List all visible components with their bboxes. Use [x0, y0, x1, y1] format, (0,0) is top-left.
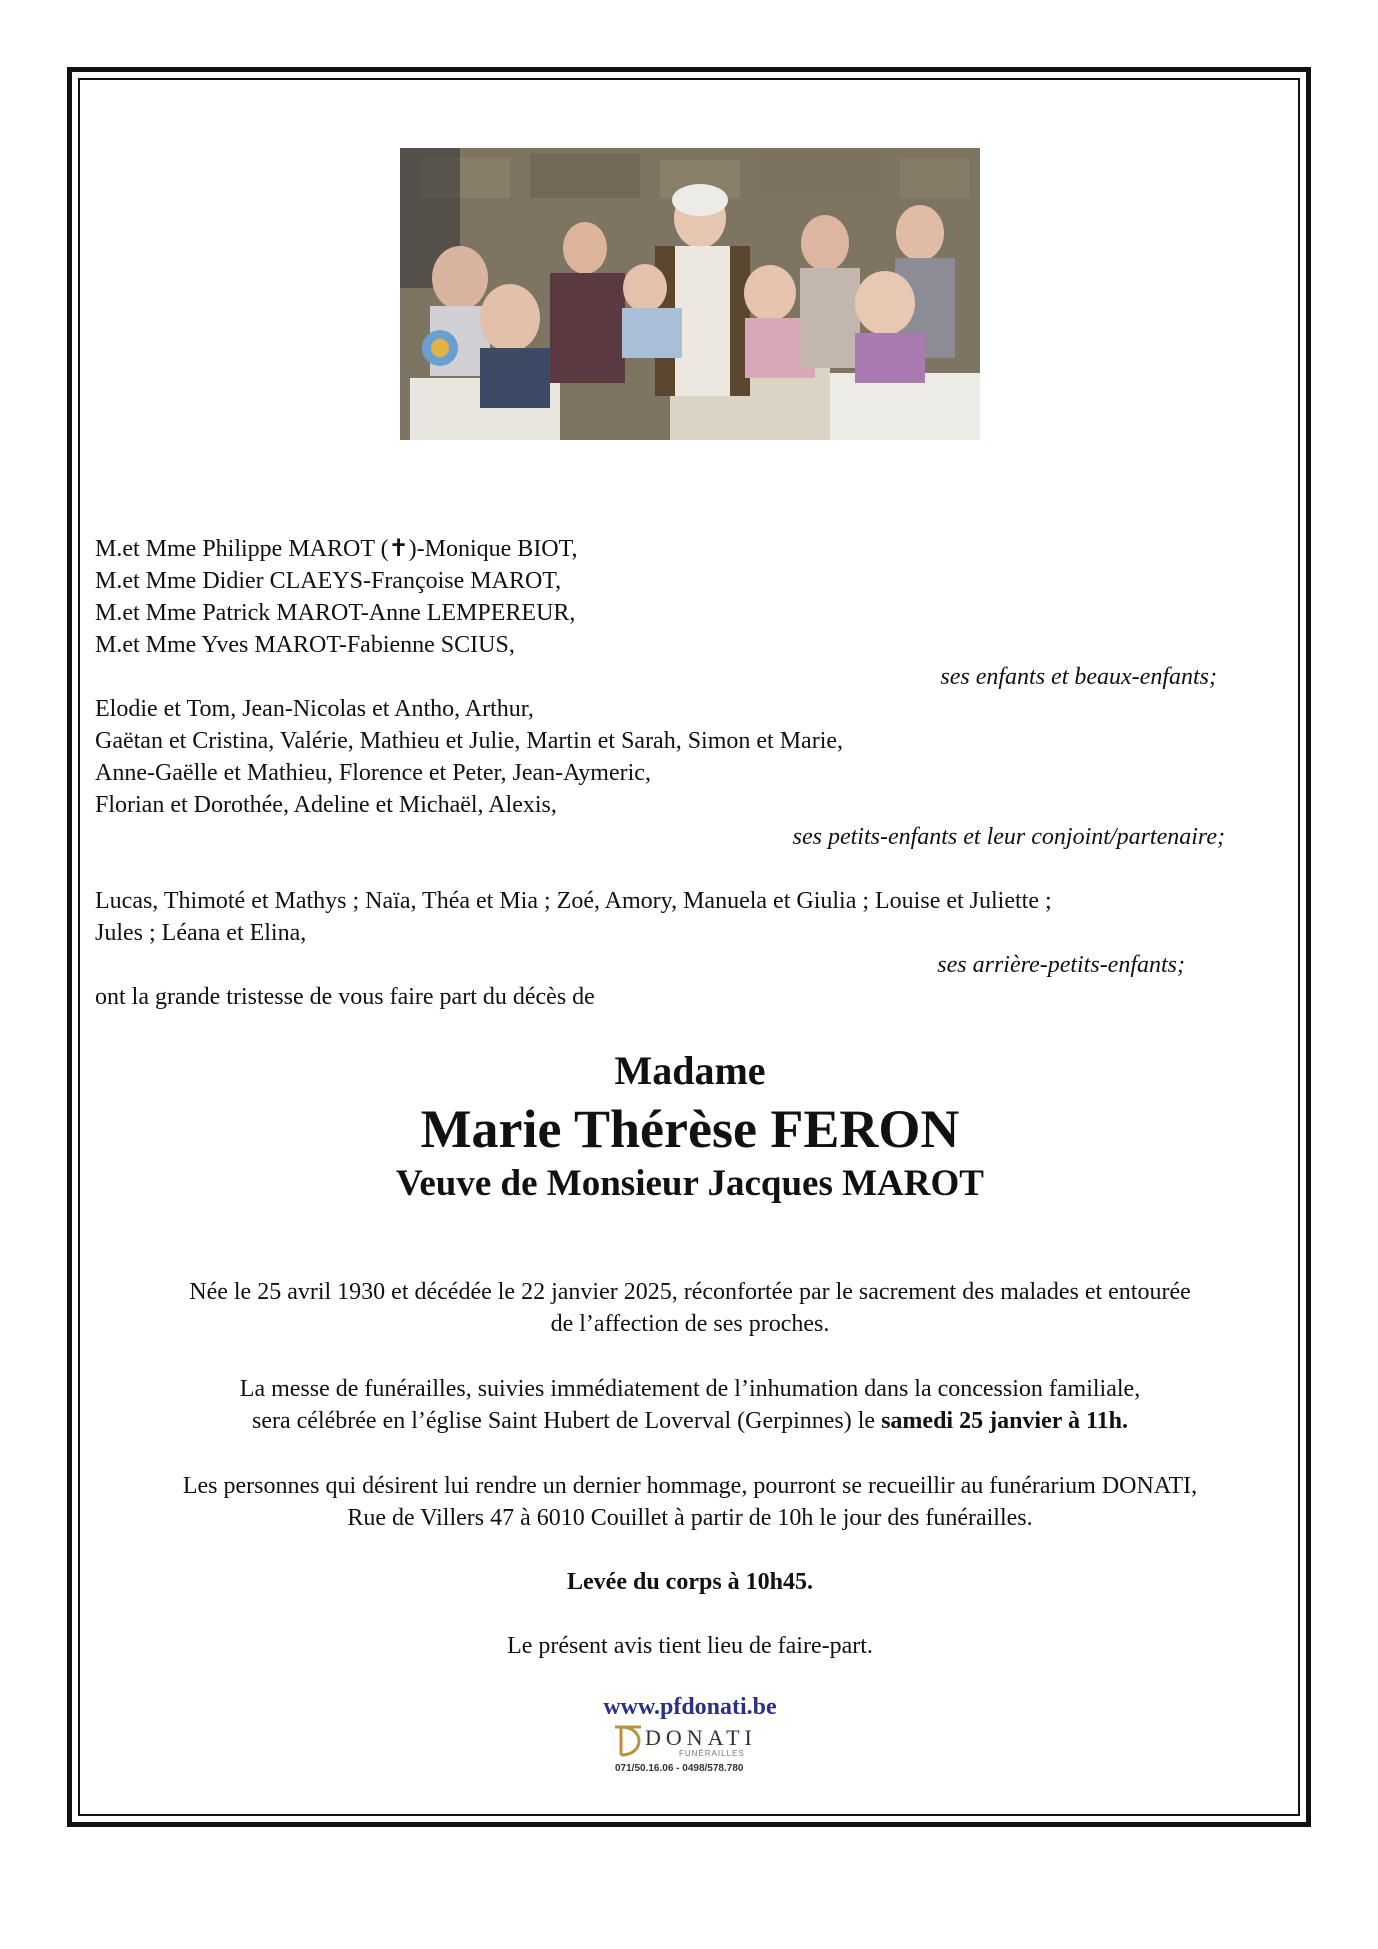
family-line: Jules ; Léana et Elina,: [95, 920, 307, 946]
family-line: M.et Mme Didier CLAEYS-Françoise MAROT,: [95, 568, 562, 594]
family-line: Florian et Dorothée, Adeline et Michaël, Alexis,: [95, 792, 557, 818]
family-line: M.et Mme Philippe MAROT (✝)-Monique BIOT,: [95, 536, 578, 562]
family-line: Lucas, Thimoté et Mathys ; Naïa, Théa et Mia ; Zoé, Amory, Manuela et Giulia ; Louise et Juliette ;: [95, 888, 1052, 914]
family-line: Elodie et Tom, Jean-Nicolas et Antho, Arthur,: [95, 696, 534, 722]
family-list: [95, 533, 1225, 1013]
children-role: ses enfants et beaux-enfants;: [940, 664, 1217, 690]
family-line: M.et Mme Patrick MAROT-Anne LEMPEREUR,: [95, 600, 576, 626]
family-line: Anne-Gaëlle et Mathieu, Florence et Peter, Jean-Aymeric,: [95, 760, 651, 786]
family-line: M.et Mme Yves MAROT-Fabienne SCIUS,: [95, 632, 515, 658]
birth-death-line: de l’affection de ses proches.: [550, 1311, 830, 1337]
funeral-line: [95, 1405, 1285, 1437]
birth-death-paragraph: [95, 1276, 1285, 1340]
donati-mark-icon: [611, 1723, 647, 1759]
logo-sub: FUNÉRAILLES: [679, 1749, 745, 1758]
deceased-name: Marie Thérèse FERON: [420, 1099, 960, 1159]
birth-death-line: Née le 25 avril 1930 et décédée le 22 janvier 2025, réconfortée par le sacrement des malades et entourée: [189, 1279, 1191, 1305]
logo-word: DONATI: [645, 1725, 757, 1750]
tribute-line: Rue de Villers 47 à 6010 Couillet à partir de 10h le jour des funérailles.: [347, 1505, 1033, 1531]
announcement: ont la grande tristesse de vous faire part du décès de: [95, 984, 595, 1010]
website-link[interactable]: www.pfdonati.be: [603, 1694, 777, 1720]
grandchildren-role: ses petits-enfants et leur conjoint/partenaire;: [792, 824, 1225, 850]
family-line: Gaëtan et Cristina, Valérie, Mathieu et Julie, Martin et Sarah, Simon et Marie,: [95, 728, 844, 754]
tribute-line: Les personnes qui désirent lui rendre un dernier hommage, pourront se recueillir au funérarium DONATI,: [182, 1473, 1198, 1499]
funeral-paragraph: [95, 1373, 1285, 1437]
notice-text: Le présent avis tient lieu de faire-part.: [507, 1633, 873, 1659]
deceased-title: Madame: [614, 1048, 766, 1093]
funeral-location: sera célébrée en l’église Saint Hubert de Loverval (Gerpinnes) le: [252, 1408, 882, 1434]
tribute-paragraph: [95, 1470, 1285, 1534]
funeral-line: La messe de funérailles, suivies immédiatement de l’inhumation dans la concession familiale,: [239, 1376, 1141, 1402]
levee-text: Levée du corps à 10h45.: [567, 1569, 813, 1595]
widow-of: Veuve de Monsieur Jacques MAROT: [396, 1163, 984, 1204]
funeral-date: samedi 25 janvier à 11h.: [881, 1408, 1128, 1434]
great-grandchildren-role: ses arrière-petits-enfants;: [937, 952, 1185, 978]
family-photo: [400, 148, 980, 440]
logo-phones: 071/50.16.06 - 0498/578.780: [615, 1763, 744, 1774]
donati-logo: [609, 1723, 779, 1783]
